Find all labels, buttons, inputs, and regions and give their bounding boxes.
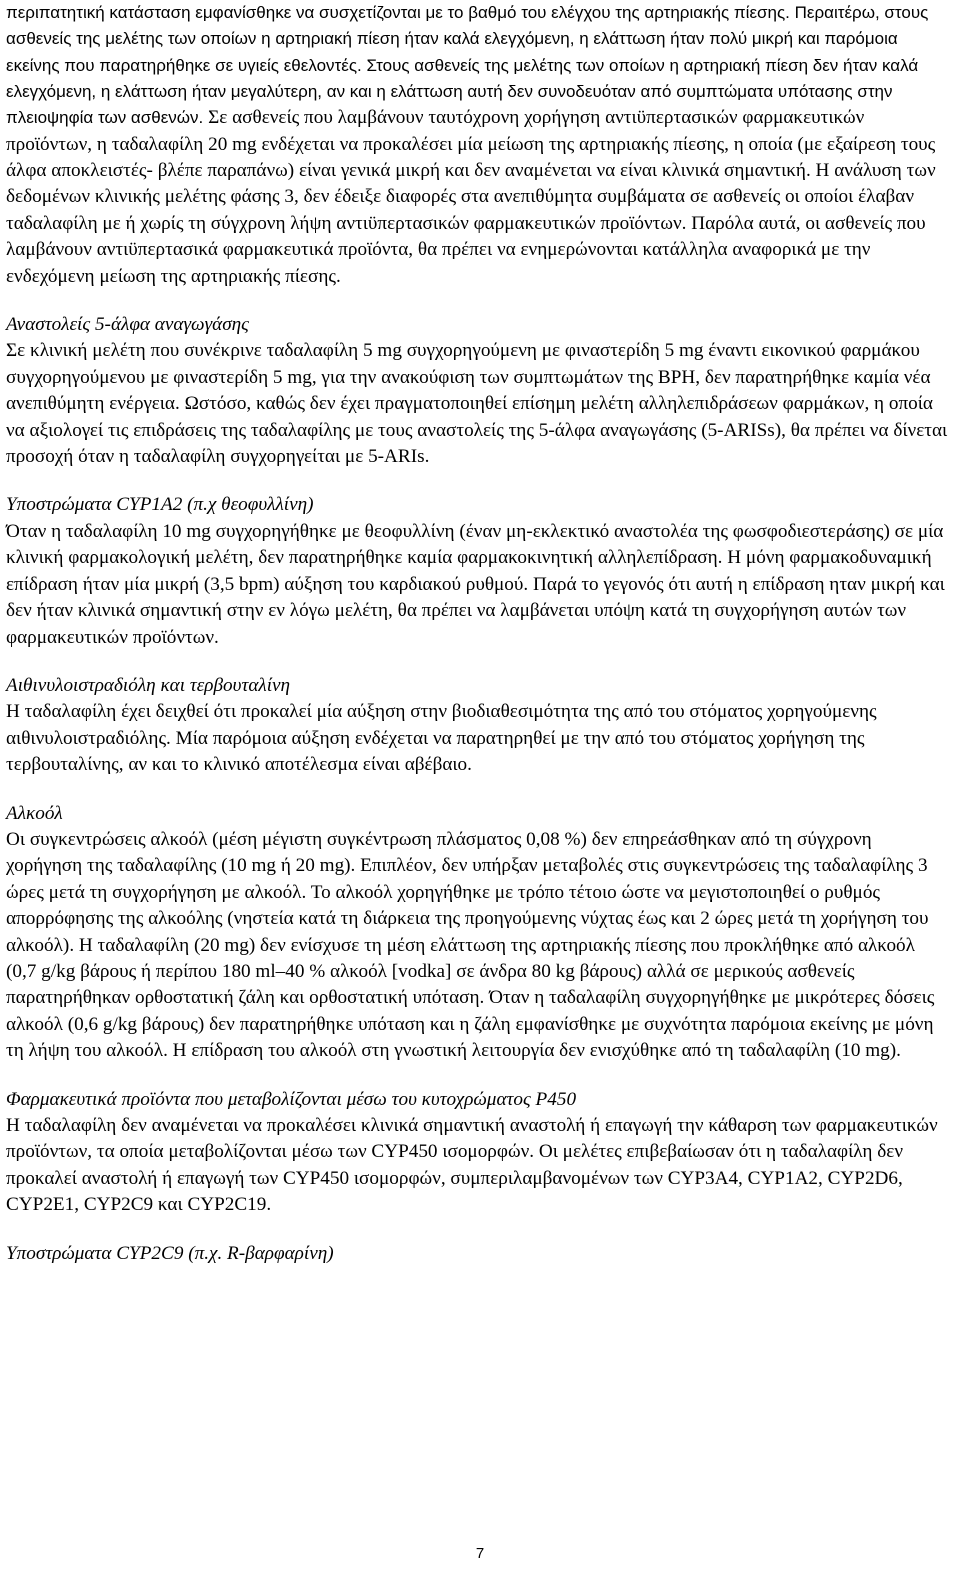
section-body: Οι συγκεντρώσεις αλκοόλ (μέση μέγιστη συγκέντρωση πλάσματος 0,08 %) δεν επηρεάσθηκαν από τη σύγχρονη χορήγηση της ταδαλαφίλης (10 mg ή 20 mg). Επιπλέον, δεν υπήρξαν μεταβολές στις συγκεντρώσεις της ταδαλαφίλης 3 ώρες μετά τη συγχορήγηση με αλκοόλ. Το αλκοόλ χορηγήθηκε με τρόπο τέτοιο ώστε να μεγιστοποιηθεί ο ρυθμός απορρόφησης της αλκοόλης (νηστεία κατά τη διάρκεια της προηγούμενης νύχτας έως και 2 ώρες μετά τη χορήγηση του αλκοόλ). Η ταδαλαφίλη (20 mg) δεν ενίσχυσε τη μέση ελάττωση της αρτηριακής πίεσης που προκλήθηκε από αλκοόλ (0,7 g/kg βάρους ή περίπου 180 ml–40 % αλκοόλ [vodka] σε άνδρα 80 kg βάρους) αλλά σε μερικούς ασθενείς παρατηρήθηκαν ορθοστατική ζάλη και ορθοστατική υπόταση. Όταν η ταδαλαφίλη συγχορηγήθηκε με μικρότερες δόσεις αλκοόλ (0,6 g/kg βάρους) δεν παρατηρήθηκε υπόταση και η ζάλη εμφανίσθηκε με συχνότητα παρόμοια εκείνης με μόνη τη λήψη του αλκοόλ. Η επίδραση του αλκοόλ στη γνωστική λειτουργία δεν ενισχύθηκε από τη ταδαλαφίλη (10 mg). <box>6 828 935 1062</box>
section-heading: Φαρμακευτικά προϊόντα που μεταβολίζονται μέσω του κυτοχρώματος P450 <box>6 1088 577 1110</box>
page-number: 7 <box>475 1545 485 1562</box>
section-5-alpha-reductase <box>6 312 950 470</box>
section-cyp2c9 <box>6 1241 950 1267</box>
section-ethinylestradiol <box>6 673 950 779</box>
section-body: Η ταδαλαφίλη δεν αναμένεται να προκαλέσει κλινικά σημαντική αναστολή ή επαγωγή την κάθαρση των φαρμακευτικών προϊόντων, τα οποία μεταβολίζονται μέσω των CYP450 ισομορφών. Οι μελέτες επιβεβαίωσαν ότι η ταδαλαφίλη δεν προκαλεί αναστολή ή επαγωγή των CYP450 ισομορφών, συμπεριλαμβανομένων των CYP3A4, CYP1A2, CYP2D6, CYP2E1, CYP2C9 και CYP2C19. <box>6 1115 938 1216</box>
document-page <box>6 0 950 1267</box>
section-heading: Υποστρώματα CYP2C9 (π.χ. R-βαρφαρίνη) <box>6 1242 334 1264</box>
intro-text-serif: Σε ασθενείς που λαμβάνουν ταυτόχρονη χορήγηση αντιϋπερτασικών φαρμακευτικών προϊόντων, η ταδαλαφίλη 20 mg ενδέχεται να προκαλέσει μία μείωση της αρτηριακής πίεσης, η οποία (με εξαίρεση τους άλφα αποκλειστές- βλέπε παραπάνω) είναι γενικά μικρή και δεν αναμένεται να είναι κλινικά σημαντική. Η ανάλυση των δεδομένων κλινικής μελέτης φάσης 3, δεν έδειξε διαφορές στα ανεπιθύμητα συμβάματα σε ασθενείς οι οποίοι έλαβαν ταδαλαφίλη με ή χωρίς τη σύγχρονη λήψη αντιϋπερτασικών φαρμακευτικών προϊόντων. Παρόλα αυτά, οι ασθενείς που λαμβάνουν αντιϋπερτασικά φαρμακευτικά προϊόντα, θα πρέπει να ενημερώνονται κατάλληλα αναφορικά με την ενδεχόμενη μείωση της αρτηριακής πίεσης. <box>6 107 936 287</box>
section-heading: Υποστρώματα CYP1A2 (π.χ θεοφυλλίνη) <box>6 494 314 516</box>
section-alcohol <box>6 801 950 1065</box>
section-body: Όταν η ταδαλαφίλη 10 mg συγχορηγήθηκε με θεοφυλλίνη (έναν μη-εκλεκτικό αναστολέα της φωσφοδιεστεράσης) σε μία κλινική φαρμακολογική μελέτη, δεν παρατηρήθηκε καμία φαρμακοκινητική αλληλεπίδραση. Η μόνη φαρμακοδυναμική επίδραση ήταν μία μικρή (3,5 bpm) αύξηση του καρδιακού ρυθμού. Παρά το γεγονός ότι αυτή η επίδραση ηταν μικρή και δεν ήταν κλινικά σημαντική στην εν λόγω μελέτη, θα πρέπει να λαμβάνεται υπόψη κατά τη συγχορήγηση αυτών των φαρμακευτικών προϊόντων. <box>6 520 945 648</box>
intro-paragraph <box>6 0 950 290</box>
section-cyp1a2 <box>6 492 950 650</box>
section-body: Σε κλινική μελέτη που συνέκρινε ταδαλαφίλη 5 mg συγχορηγούμενη με φιναστερίδη 5 mg έναντι εικονικού φαρμάκου συγχορηγούμενου με φιναστερίδη 5 mg, για την ανακούφιση των συμπτωμάτων της BPH, δεν παρατηρήθηκε καμία νέα ανεπιθύμητη ενέργεια. Ωστόσο, καθώς δεν έχει πραγματοποιηθεί επίσημη μελέτη αλληλεπιδράσεων φαρμάκων, η οποία να αξιολογεί τις επιδράσεις της ταδαλαφίλης με τους αναστολείς της 5-άλφα αναγωγάσης (5-ARISs), θα πρέπει να δίνεται προσοχή όταν η ταδαλαφίλη συγχορηγείται με 5-ARIs. <box>6 340 948 468</box>
section-heading: Αναστολείς 5-άλφα αναγωγάσης <box>6 314 249 336</box>
section-cyp450 <box>6 1087 950 1219</box>
section-body: Η ταδαλαφίλη έχει δειχθεί ότι προκαλεί μία αύξηση στην βιοδιαθεσιμότητα της από του στόματος χορηγούμενης αιθινυλοιστραδιόλης. Μία παρόμοια αύξηση ενδέχεται να παρατηρηθεί με την από του στόματος χορήγηση της τερβουταλίνης, αν και το κλινικό αποτέλεσμα είναι αβέβαιο. <box>6 701 877 776</box>
section-heading: Αιθινυλοιστραδιόλη και τερβουταλίνη <box>6 674 291 696</box>
section-heading: Αλκοόλ <box>6 802 63 824</box>
intro-text-sans: περιπατητική κατάσταση εμφανίσθηκε να συσχετίζονται με το βαθμό του ελέγχου της αρτηριακής πίεσης. Περαιτέρω, στους ασθενείς της μελέτης των οποίων η αρτηριακή πίεση ήταν καλά ελεγχόμενη, η ελάττωση ήταν πολύ μικρή και παρόμοια εκείνης που παρατηρήθηκε σε υγιείς εθελοντές. Στους ασθενείς της μελέτης των οποίων η αρτηριακή πίεση δεν ήταν καλά ελεγχόμενη, η ελάττωση ήταν μεγαλύτερη, αν και η ελάττωση αυτή δεν συνοδευόταν από συμπτώματα υπότασης στην πλειοψηφία των ασθενών. <box>6 3 929 128</box>
